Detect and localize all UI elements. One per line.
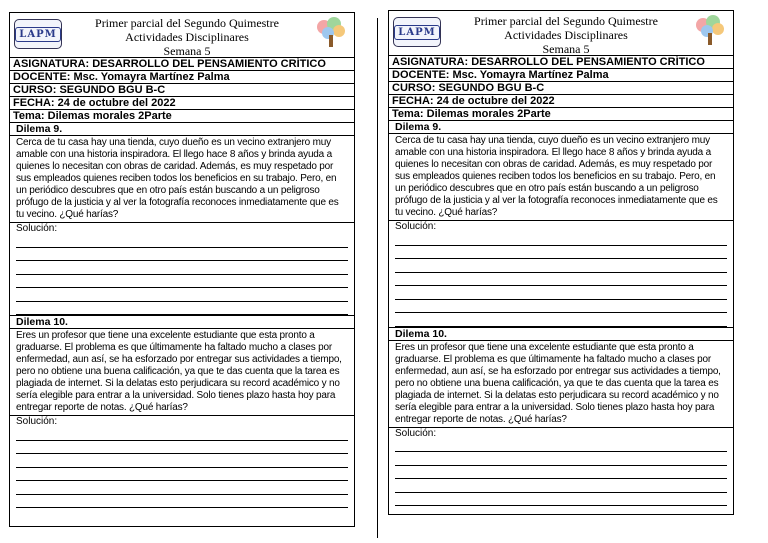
dilema-9-answer-lines[interactable] [389,232,733,327]
tema-row: Tema: Dilemas morales 2Parte [389,108,733,121]
school-logo: LAPM [14,19,62,49]
dilema-10-title: Dilema 10. [389,328,733,341]
dilema-10-solution-label: Solución: [395,427,437,439]
dilema-9-text: Cerca de tu casa hay una tienda, cuyo dueño es un vecino extranjero muy amable con una historia inspiradora. El llego hace 8 años y brinda ayuda a quienes lo necesitan con obras de caridad. Además, es muy respetado por sus empleados quienes reciben todos los beneficios en su trabajo. Pero, en un periódico descubres que en otro país están buscando a un peligroso prófugo de la justicia y al ver la fotografía reconoces inmediatamente que es tu vecino. ¿Qué harías? [10,136,354,223]
tema-row: Tema: Dilemas morales 2Parte [10,110,354,123]
dilema-9-title: Dilema 9. [10,123,354,136]
dilema-9-title: Dilema 9. [389,121,733,134]
fecha-row: FECHA: 24 de octubre del 2022 [389,95,733,108]
docente-row: DOCENTE: Msc. Yomayra Martínez Palma [10,71,354,84]
dilema-10-section [10,316,354,508]
curso-row: CURSO: SEGUNDO BGU B-C [10,84,354,97]
tree-icon [314,15,348,49]
dilema-10-answer-lines[interactable] [10,427,354,508]
dilema-10-section [389,328,733,507]
dilema-10-answer-lines[interactable] [389,439,733,507]
dilema-9-answer-lines[interactable] [10,234,354,315]
dilema-9-solution-label: Solución: [395,221,437,232]
dilema-10-text: Eres un profesor que tiene una excelente estudiante que esta pronto a graduarse. El problema es que últimamente ha faltado mucho a clases por enfermedad, aun así, se ha esforzado por entregar sus actividades a tiempo, pero no obtiene una buena calificación, ya que te das cuenta que la tarea es plagiada de internet. Si la delatas esto perjudicara su record académico y no sería elegible para entrar a la universidad. Solo tienes plazo hasta hoy para entregar reporte de notas. ¿Qué harías? [10,329,354,416]
tree-icon [693,13,727,47]
dilema-9-section [10,123,354,316]
worksheet-title: Primer parcial del Segundo Quimestre Actividades Disciplinares Semana 5 [474,14,658,56]
worksheet-left [9,12,355,527]
page-divider [377,18,378,538]
asignatura-row: ASIGNATURA: DESARROLLO DEL PENSAMIENTO CRÍTICO [389,56,733,69]
dilema-10-solution-label: Solución: [16,416,58,427]
asignatura-row: ASIGNATURA: DESARROLLO DEL PENSAMIENTO CRÍTICO [10,58,354,71]
worksheet-header [10,13,354,58]
dilema-9-section [389,121,733,328]
dilema-9-solution-label: Solución: [16,223,58,234]
school-logo: LAPM [393,17,441,47]
worksheet-header [389,11,733,56]
curso-row: CURSO: SEGUNDO BGU B-C [389,82,733,95]
dilema-9-text: Cerca de tu casa hay una tienda, cuyo dueño es un vecino extranjero muy amable con una historia inspiradora. El llego hace 8 años y brinda ayuda a quienes lo necesitan con obras de caridad. Además, es muy respetado por sus empleados quienes reciben todos los beneficios en su trabajo. Pero, en un periódico descubres que en otro país están buscando a un peligroso prófugo de la justicia y al ver la fotografía reconoces inmediatamente que es tu vecino. ¿Qué harías? [389,134,733,221]
docente-row: DOCENTE: Msc. Yomayra Martínez Palma [389,69,733,82]
dilema-10-title: Dilema 10. [10,316,354,329]
dilema-10-text: Eres un profesor que tiene una excelente estudiante que esta pronto a graduarse. El problema es que últimamente ha faltado mucho a clases por enfermedad, aun así, se ha esforzado por entregar sus actividades a tiempo, pero no obtiene una buena calificación, ya que te das cuenta que la tarea es plagiada de internet. Si la delatas esto perjudicara su record académico y no sería elegible para entrar a la universidad. Solo tienes plazo hasta hoy para entregar reporte de notas. ¿Qué harías? [389,341,733,428]
worksheet-title: Primer parcial del Segundo Quimestre Actividades Disciplinares Semana 5 [95,16,279,58]
fecha-row: FECHA: 24 de octubre del 2022 [10,97,354,110]
worksheet-right [388,10,734,515]
